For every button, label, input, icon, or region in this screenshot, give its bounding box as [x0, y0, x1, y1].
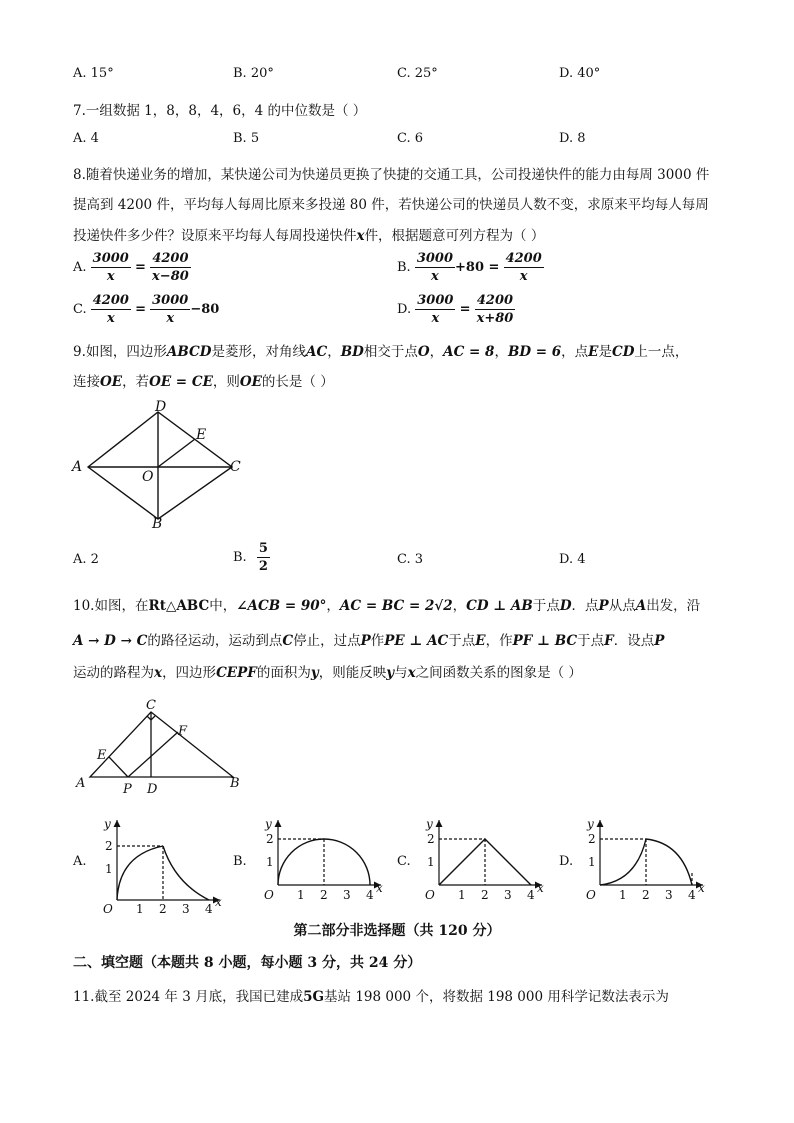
q10-graph-b-t3: 3	[343, 888, 351, 902]
q10-graph-d-origin: O	[586, 888, 596, 902]
q9-option-c: C. 3	[397, 552, 424, 567]
q10-graph-a-y: y	[104, 817, 111, 831]
q10-graph-c-t3: 3	[504, 888, 512, 902]
q9-option-d: D. 4	[559, 552, 586, 567]
q10-graph-c-t2: 2	[481, 888, 489, 902]
q10-graph-b	[256, 815, 391, 915]
q10-line1: 10.如图，在Rt△ABC中，∠ACB = 90°，AC = BC = 2√2，CD ⊥ AB于点D．点P从点A出发，沿	[73, 598, 701, 614]
q9-option-b: B. $\frac{5}{2}$	[233, 541, 268, 574]
q10-graph-a-t4: 4	[205, 902, 213, 915]
q10-graph-b-t4: 4	[366, 888, 374, 902]
q7-option-b: B. 5	[233, 131, 260, 146]
q10-label-a: A	[76, 776, 86, 791]
q10-label-d: D	[147, 782, 158, 794]
q9-label-c: C	[230, 459, 241, 475]
q9-line1: 9.如图，四边形ABCD是菱形，对角线AC，BD相交于点O，AC = 8，BD = 6，点E是CD上一点，	[73, 344, 689, 360]
q10-graph-b-origin: O	[264, 888, 274, 902]
q9-label-e: E	[196, 427, 207, 443]
q10-option-a-label: A.	[73, 854, 87, 869]
q7-option-d: D. 8	[559, 131, 586, 146]
q8-line1: 8.随着快递业务的增加，某快递公司为快递员更换了快捷的交通工具，公司投递快件的能力由每周 3000 件	[73, 167, 710, 183]
q10-graph-a-t2: 2	[159, 902, 167, 915]
q10-graph-a-t3: 3	[182, 902, 190, 915]
q6-option-d: D. 40°	[559, 66, 601, 81]
q10-graph-c-t4: 4	[527, 888, 535, 902]
q10-graph-d-v1: 1	[588, 855, 596, 869]
q9-option-a: A. 2	[73, 552, 99, 567]
q10-graph-d-v2: 2	[588, 832, 596, 846]
q6-option-c: C. 25°	[397, 66, 438, 81]
q10-graph-d-t1: 1	[619, 888, 627, 902]
q8-option-d: D. $\frac{3000}{x}$ = $\frac{4200}{x+80}$	[397, 293, 514, 326]
q10-label-p: P	[123, 782, 132, 794]
q10-label-f: F	[178, 724, 188, 739]
part2-title: 第二部分非选择题（共 120 分）	[293, 923, 501, 939]
q8-option-c: C. $\frac{4200}{x}$ = $\frac{3000}{x}$ −80	[73, 293, 220, 326]
q10-graph-c	[417, 815, 552, 915]
q10-graph-a-x: x	[215, 895, 222, 909]
q10-graph-c-y: y	[426, 817, 433, 831]
q9-label-o: O	[142, 469, 154, 485]
q10-option-b-label: B.	[233, 854, 247, 869]
q7-stem: 7.一组数据 1，8，8，4，6，4 的中位数是（ ）	[73, 103, 367, 119]
q10-graph-b-x: x	[376, 881, 383, 895]
q10-graph-a	[95, 815, 230, 915]
q10-option-c-label: C.	[397, 854, 411, 869]
q10-graph-d-t3: 3	[665, 888, 673, 902]
q10-graph-c-x: x	[537, 881, 544, 895]
q8-line3: 投递快件多少件？设原来平均每人每周投递快件x件，根据题意可列方程为（ ）	[73, 228, 545, 244]
q10-graph-d-y: y	[587, 817, 594, 831]
q10-graph-c-v2: 2	[427, 832, 435, 846]
q10-graph-b-y: y	[265, 817, 272, 831]
q10-label-b: B	[230, 776, 240, 791]
q11-stem: 11.截至 2024 年 3 月底，我国已建成5G基站 198 000 个，将数据 198 000 用科学记数法表示为	[73, 989, 669, 1005]
q10-triangle-figure	[70, 694, 250, 794]
q10-graph-a-v2: 2	[105, 839, 113, 853]
q10-graph-d	[578, 815, 713, 915]
section2-title: 二、填空题（本题共 8 小题，每小题 3 分，共 24 分）	[73, 955, 422, 971]
q10-option-d-label: D.	[559, 854, 574, 869]
q10-graph-a-v1: 1	[105, 862, 113, 876]
q8-line2: 提高到 4200 件，平均每人每周比原来多投递 80 件，若快递公司的快递员人数不变，求原来平均每人每周	[73, 197, 709, 213]
q10-graph-c-origin: O	[425, 888, 435, 902]
q10-graph-b-v2: 2	[266, 832, 274, 846]
q6-option-b: B. 20°	[233, 66, 274, 81]
q8-option-a: A. $\frac{3000}{x}$ = $\frac{4200}{x-80}$	[73, 251, 189, 284]
q10-graph-b-v1: 1	[266, 855, 274, 869]
q10-graph-a-origin: O	[103, 902, 113, 915]
q10-graph-a-t1: 1	[136, 902, 144, 915]
q10-graph-d-x: x	[698, 881, 705, 895]
q10-graph-d-t2: 2	[642, 888, 650, 902]
q7-option-a: A. 4	[73, 131, 99, 146]
q7-option-c: C. 6	[397, 131, 424, 146]
q10-graph-c-t1: 1	[458, 888, 466, 902]
q9-label-a: A	[72, 459, 83, 475]
q10-label-e: E	[97, 748, 107, 763]
q10-graph-b-t2: 2	[320, 888, 328, 902]
q10-graph-d-t4: 4	[688, 888, 696, 902]
q10-line3: 运动的路程为x，四边形CEPF的面积为y，则能反映y与x之间函数关系的图象是（ ）	[73, 665, 582, 681]
q9-rhombus-figure	[70, 398, 250, 533]
q10-line2: A → D → C的路径运动，运动到点C停止，过点P作PE ⊥ AC于点E，作PF ⊥ BC于点F．设点P	[73, 633, 665, 649]
q10-graph-c-v1: 1	[427, 855, 435, 869]
q9-label-d: D	[155, 399, 167, 415]
q10-graph-b-t1: 1	[297, 888, 305, 902]
q8-option-b: B. $\frac{3000}{x}$ +80 = $\frac{4200}{x}$	[397, 251, 542, 284]
q9-line2: 连接OE，若OE = CE，则OE的长是（ ）	[73, 374, 334, 390]
q10-label-c: C	[146, 698, 156, 713]
q9-label-b: B	[152, 516, 163, 532]
q6-option-a: A. 15°	[73, 66, 114, 81]
